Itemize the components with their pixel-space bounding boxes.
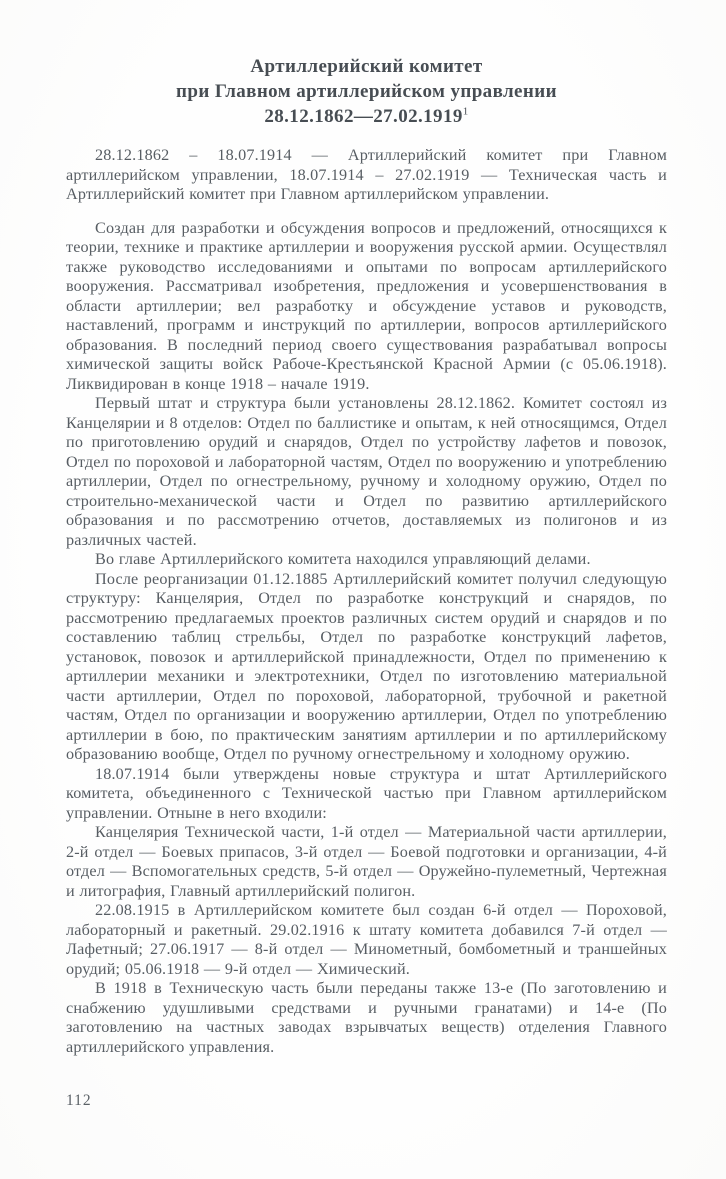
paragraph-1918-transfer: В 1918 в Техническую часть были переданы также 13-е (По заготовлению и снабжению удушливыми средствами и ручными гранатами) и 14-е (По заготовлению на частных заводах взрывчатых веществ) отделения Главного артиллерийского управления. bbox=[66, 979, 667, 1056]
paragraph-head: Во главе Артиллерийского комитета находился управляющий делами. bbox=[95, 550, 591, 568]
footnote-marker: 1 bbox=[462, 105, 469, 118]
page-footer bbox=[66, 1092, 92, 1110]
title-line-2: при Главном артиллерийском управлении bbox=[176, 81, 557, 102]
paragraph-structure-1914: 18.07.1914 были утверждены новые структура и штат Артиллерийского комитета, объединенного с Технической частью при Главном артиллерийском управлении. Отныне в него входили: bbox=[66, 764, 667, 822]
page-number: 112 bbox=[66, 1092, 92, 1109]
document-header bbox=[66, 54, 667, 129]
body-section bbox=[66, 219, 667, 1058]
paragraph-first-staff: Первый штат и структура были установлены 28.12.1862. Комитет состоял из Канцелярии и 8 отделов: Отдел по баллистике и опытам, к ней относящимся, Отдел по приготовлению орудий и снарядов, Отдел по устройству лафетов и повозок, Отдел по пороховой и лабораторной частям, Отдел по вооружению и употреблению артиллерии, Отдел по огнестрельному, ручному и холодному оружию, Отдел по строительно-механической части и Отдел по развитию артиллерийского образования и по рассмотрению отчетов, доставляемых из полигонов и из различных частей. bbox=[66, 394, 667, 549]
text-column bbox=[66, 54, 667, 1057]
paragraph-dates-summary: 28.12.1862 – 18.07.1914 — Артиллерийский комитет при Главном артиллерийском управлении, 18.07.1914 – 27.02.1919 — Техническая часть и Артиллерийский комитет при Главном артиллерийском управлении. bbox=[66, 146, 667, 203]
title-dates: 28.12.1862—27.02.1919 bbox=[264, 106, 463, 127]
paragraph-reorganization-1885: После реорганизации 01.12.1885 Артиллерийский комитет получил следующую структуру: Канцелярия, Отдел по разработке конструкций и снарядов, по рассмотрению предлагаемых проектов различных систем орудий и снарядов и по составлению таблиц стрельбы, Отдел по разработке конструкций лафетов, установок, повозок и артиллерийской принадлежности, Отдел по применению к артиллерии механики и электротехники, Отдел по изготовлению материальной части артиллерии, Отдел по пороховой, лабораторной, трубочной и ракетной частям, Отдел по организации и вооружению артиллерии, Отдел по употреблению артиллерии в бою, по практическим занятиям артиллерии и по артиллерийскому образованию вообще, Отдел по ручному огнестрельному и холодному оружию. bbox=[66, 569, 667, 763]
paragraph-purpose: Создан для разработки и обсуждения вопросов и предложений, относящихся к теории, технике и практике артиллерии и вооружения русской армии. Осуществлял также руководство исследованиями и опытами по вопросам артиллерийского вооружения. Рассматривал изобретения, предложения и усовершенствования в области артиллерии; вел разработку и обсуждение уставов и руководств, наставлений, программ и инструкций по артиллерии, вопросов артиллерийского образования. В последний период своего существования разрабатывал вопросы химической защиты войск Рабоче-Крестьянской Красной Армии (с 05.06.1918). Ликвидирован в конце 1918 – начале 1919. bbox=[66, 218, 667, 393]
paragraph-new-departments: 22.08.1915 в Артиллерийском комитете был создан 6-й отдел — Пороховой, лабораторный и ракетный. 29.02.1916 к штату комитета добавился 7-й отдел — Лафетный; 27.06.1917 — 8-й отдел — Минометный, бомбометный и траншейных орудий; 05.06.1918 — 9-й отдел — Химический. bbox=[66, 901, 667, 978]
title-line-1: Артиллерийский комитет bbox=[250, 56, 483, 77]
paragraph-departments-list: Канцелярия Технической части, 1-й отдел — Материальной части артиллерии, 2-й отдел — Боевых припасов, 3-й отдел — Боевой подготовки и организации, 4-й отдел — Вспомогательных средств, 5-й отдел — Оружейно-пулеметный, Чертежная и литография, Главный артиллерийский полигон. bbox=[66, 823, 667, 900]
title-dates-line bbox=[66, 104, 667, 129]
intro-section bbox=[66, 146, 667, 205]
